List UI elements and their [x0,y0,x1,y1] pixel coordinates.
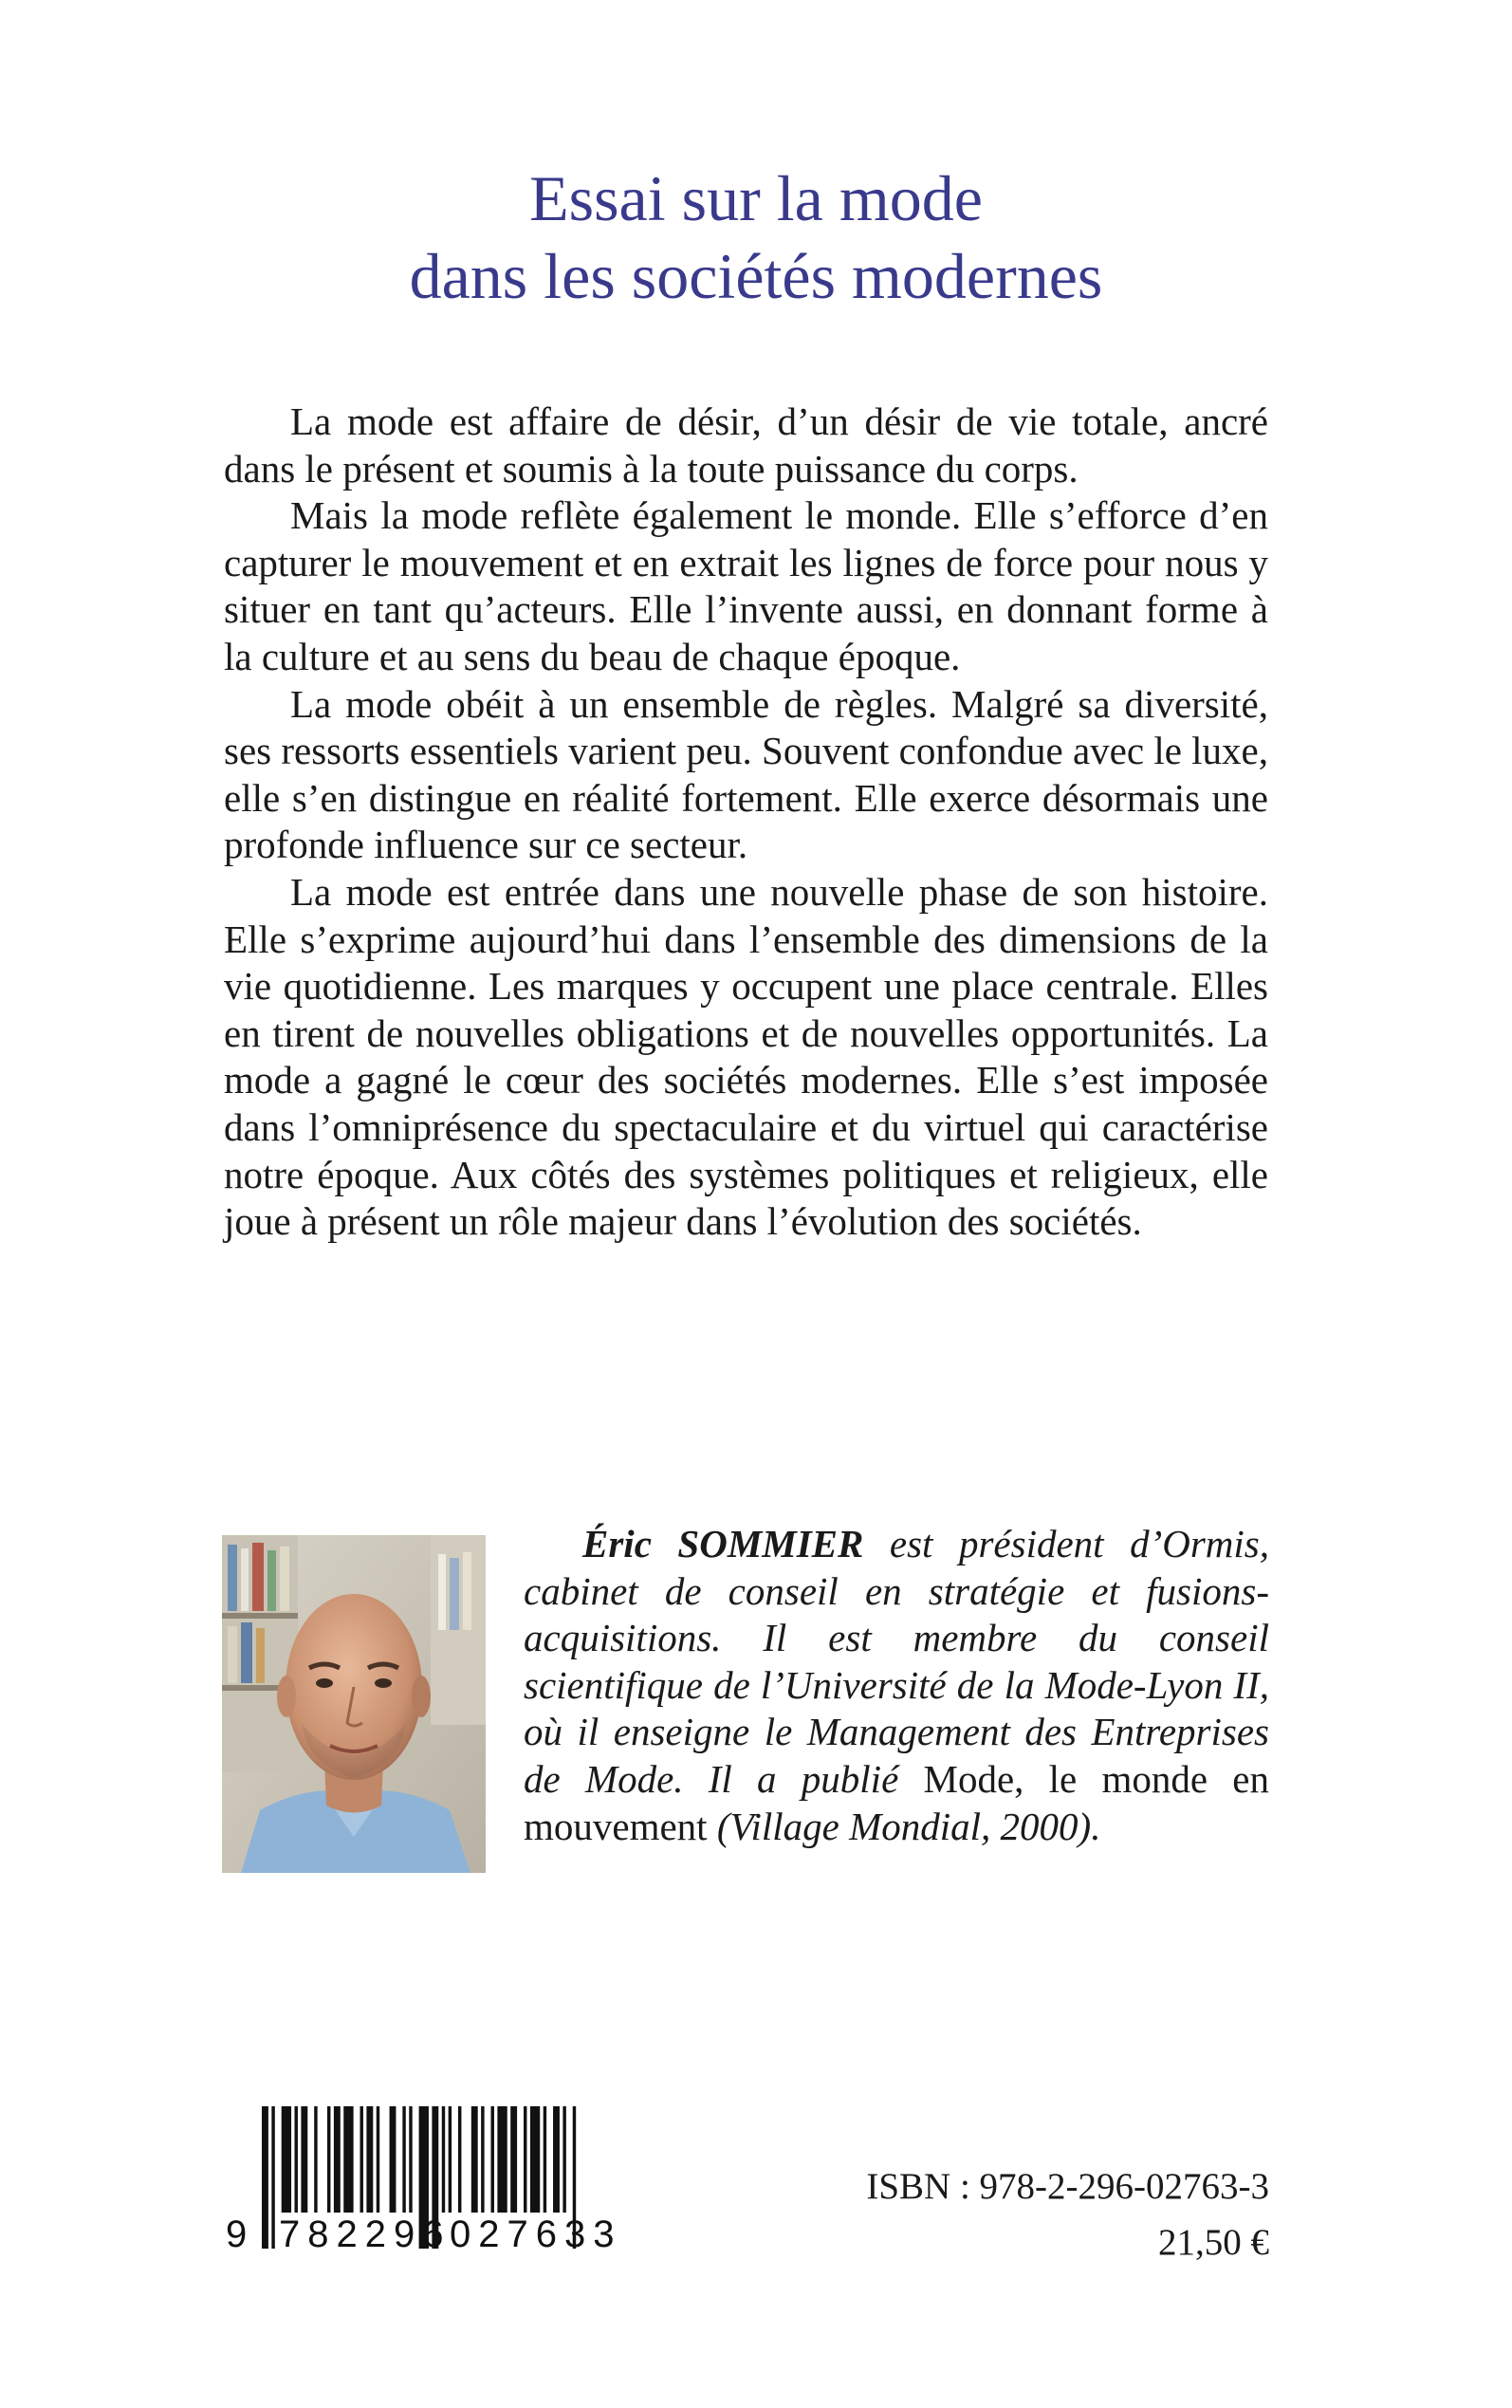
barcode-bar [562,2106,565,2213]
author-name: Éric SOMMIER [582,1522,864,1565]
barcode-bar [334,2106,341,2213]
barcode-bar [458,2106,461,2213]
barcode-group-2: 027633 [450,2214,622,2251]
barcode-bar [327,2106,330,2213]
barcode-group-1: 782296 [279,2214,452,2251]
barcode-bar [262,2106,268,2249]
author-book-title: Mode, le monde en mouvement [524,1756,1270,1848]
barcode [224,2106,641,2251]
barcode-bar [471,2106,478,2213]
barcode-bar [510,2106,517,2213]
barcode-bar [343,2106,353,2213]
barcode-bar [553,2106,560,2213]
barcode-bar [377,2106,379,2213]
barcode-bar [491,2106,494,2213]
barcode-bar [295,2106,298,2213]
book-title [0,159,1512,315]
isbn: ISBN : 978-2-296-02763-3 [866,2166,1269,2207]
barcode-bar [449,2106,452,2213]
barcode-bar [481,2106,484,2213]
barcode-bar [530,2106,540,2213]
barcode-bar [314,2106,317,2213]
author-book-ref: (Village Mondial, 2000). [707,1804,1101,1848]
blurb-paragraph-1: La mode est affaire de désir, d’un désir de vie totale, ancré dans le présent et soumis à la toute puissance du corps. [224,399,1268,491]
barcode-bar [390,2106,396,2213]
price: 21,50 € [1158,2222,1269,2263]
barcode-bar [366,2106,373,2213]
author-bio-text: est président d’Ormis, cabinet de conseil en stratégie et fusions-acquisitions. Il est membre du conseil scientifique de l’Université de la Mode-Lyon II, où il enseigne le Management des Entreprises de Mode. Il a publié [524,1522,1269,1801]
blurb-paragraph-2: Mais la mode reflète également le monde. Elle s’efforce d’en capturer le mouvement et en extrait les lignes de force pour nous y situer en tant qu’acteurs. Elle l’invente aussi, en donnant forme à la culture et au sens du beau de chaque époque. [224,493,1268,678]
barcode-first-digit: 9 [226,2214,248,2251]
barcode-bar [442,2106,445,2213]
barcode-bar [360,2106,363,2213]
author-photo [222,1535,486,1873]
barcode-bar [524,2106,526,2213]
barcode-bar [409,2106,412,2213]
barcode-bar [402,2106,405,2213]
barcode-bar [271,2106,274,2249]
barcode-bar [282,2106,291,2213]
barcode-bar [301,2106,307,2213]
blurb-paragraph-3: La mode obéit à un ensemble de règles. Malgré sa diversité, ses ressorts essentiels varient peu. Souvent confondue avec le luxe, elle s’en distingue en réalité fortement. Elle exerce désormais une profonde influence sur ce secteur. [224,681,1268,867]
title-line-2: dans les sociétés modernes [409,240,1103,312]
blurb [224,398,1268,1246]
author-bio [524,1521,1269,1850]
blurb-paragraph-4: La mode est entrée dans une nouvelle phase de son histoire. Elle s’exprime aujourd’hui dans l’ensemble des dimensions de la vie quotidienne. Les marques y occupent une place centrale. Elles en tirent de nouvelles obligations et de nouvelles opportunités. La mode a gagné le cœur des sociétés modernes. Elle s’est imposée dans l’omniprésence du spectaculaire et du virtuel qui caractérise notre époque. Aux côtés des systèmes politiques et religieux, elle joue à présent un rôle majeur dans l’évolution des sociétés. [224,869,1268,1244]
barcode-bar [497,2106,507,2213]
barcode-bar [544,2106,546,2213]
title-line-1: Essai sur la mode [529,162,983,234]
